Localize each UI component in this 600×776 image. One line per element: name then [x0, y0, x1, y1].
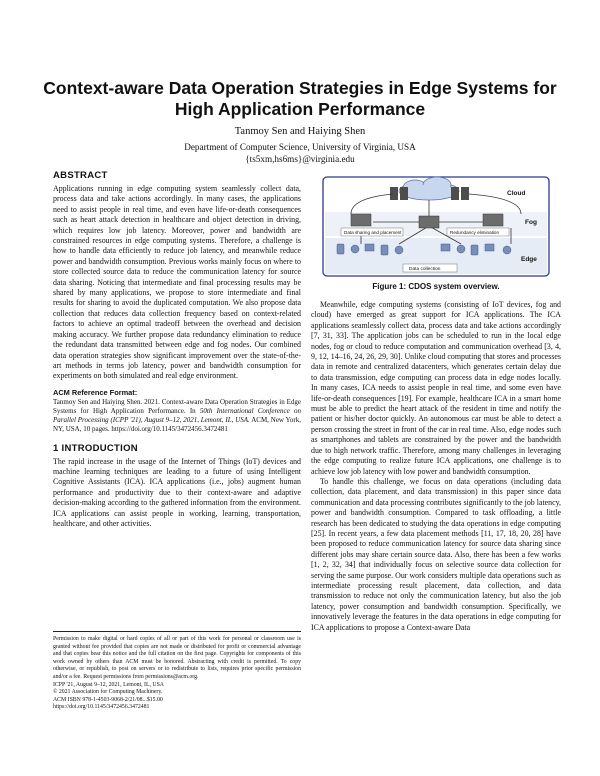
acm-reference-heading: ACM Reference Format:: [53, 387, 138, 397]
acm-reference-part1: Tanmoy Sen and Haiying Shen. 2021. Context-aware Data Operation Strategies in Edge Systems for High Application Performance. In: [53, 397, 301, 415]
permission-text: Permission to make digital or hard copies of all or part of this work for personal or classroom use is granted without fee provided that copies are not made or distributed for profit or commercial advantage and that copies bear this notice and the full citation on the first page. Copyrights for components of this work owned by others than ACM must be honored. Abstracting with credit is permitted. To copy otherwise, or republish, to post on servers or to redistribute to lists, requires prior specific permission and/or a fee. Request permissions from permissions@acm.org.: [53, 636, 301, 680]
sharing-label: Data sharing and placement: [344, 230, 402, 235]
copyright-footnote: [53, 631, 301, 712]
figure-caption: Figure 1: CDOS system overview.: [372, 282, 500, 291]
introduction-heading: 1 INTRODUCTION: [53, 442, 138, 454]
author-affiliation: [0, 141, 600, 165]
affiliation-line: Department of Computer Science, University of Virginia, USA: [184, 142, 416, 152]
abstract-text: Applications running in edge computing system seamlessly collect data, process data and take actions accordingly. In many cases, the applications need to assist people in real time, and even have life-or-death consequences such as heart attack detection in healthcare and object detection in driving, which requires low job latency. Moreover, power and bandwidth are constrained resources in edge computing systems. Therefore, a challenge is how to handle data efficiently to reduce job latency, and meanwhile reduce power and bandwidth consumption. Previous works mainly focus on where to store collected source data to reduce the communication latency for source data sharing. Noticing that intermediate and final processing results may be shared by many applications, we propose to store intermediate and final results for sharing to avoid the duplicated computation. We also propose data collection that reduces data collection frequency based on context-related factors to achieve an optimal tradeoff between the overhead and decision making accuracy. We further propose data redundancy elimination to reduce the redundant data transmitted between edge and fog nodes. Our combined data operation strategies show significant improvement over the state-of-the-art methods in terms job latency, power and bandwidth consumption for experiments on both simulated and real edge environment.: [53, 184, 301, 381]
footnote-doi: https://doi.org/10.1145/3472456.3472481: [53, 704, 150, 711]
redundancy-label: Redundancy elimination: [450, 230, 500, 235]
footnote-isbn: ACM ISBN 978-1-4503-9068-2/21/08...$15.00: [53, 696, 163, 703]
acm-reference-text: [53, 398, 301, 435]
acm-reference-part2: ACM, New York, NY, USA, 10 pages. https://doi.org/10.1145/3472456.3472481: [53, 416, 301, 434]
collection-label: Data collection: [409, 267, 441, 272]
edge-label: Edge: [521, 256, 537, 263]
fog-label: Fog: [525, 219, 537, 226]
author-email: {ts5xm,hs6ms}@virginia.edu: [245, 154, 355, 164]
paper-title: Context-aware Data Operation Strategies in Edge Systems for High Application Performance: [43, 78, 557, 119]
cdos-diagram: [311, 176, 561, 278]
introduction-para-2: Meanwhile, edge computing systems (consisting of IoT devices, fog and cloud) have emerged as great support for ICA applications. The ICA applications seamlessly collect data, process data and take actions accordingly [7, 31, 33]. The application jobs can be scheduled to run in the local edge nodes, fog or cloud to reduce computation and communication overhead [3, 4, 9, 12, 14–16, 24, 26, 29, 30]. Unlike cloud computing that stores and processes data in remote and centralized datacenters, which generates certain delay due to data transmission, edge computing can process data in edge nodes locally. In many cases, ICA needs to assist people in real time, and some even have life-or-death consequences [19]. For example, healthcare ICA in a smart home must be able to predict the heart attack of the resident in time and notify the patient or his/her doctor quickly. An autonomous car must be able to detect a person crossing the street in front of the car in real time. Also, edge nodes such as smartphones and tablets are constrained by the power and the bandwidth due to high network traffic. Therefore, among many challenges in leveraging the edge computing to realize future ICA applications, one challenge is to achieve low job latency with low power and bandwidth consumption.: [311, 300, 561, 476]
introduction-para-3: To handle this challenge, we focus on data operations (including data collection, data placement, and data transmission) in this paper since data communication and data processing contributes significantly to the job latency, power and bandwidth consumption. Compared to task offloading, a little research has been dedicated to studying the data operations in edge computing [25]. In recent years, a few data placement methods [11, 17, 18, 20, 28] have been proposed to reduce communication latency for source data sharing since different jobs may share certain source data. Also, there has been a few works [1, 2, 32, 34] that individually focus on selective source data collection for serving the same purpose. Our work considers multiple data operations such as intermediate processing result placement, data collection, and data transmission to reduce not only the communication latency, but also the job latency, power consumption and bandwidth consumption. Specifically, we innovatively leverage the features in the data operations in edge computing for ICA applications to propose a Context-aware Data: [311, 476, 561, 632]
abstract-heading: ABSTRACT: [53, 170, 108, 181]
footnote-venue: ICPP '21, August 9–12, 2021, Lemont, IL, USA: [53, 681, 164, 688]
introduction-para-1: The rapid increase in the usage of the Internet of Things (IoT) devices and machine learning techniques are leading to a future of using Intelligent Cognitive Assistants (ICA). ICA applications (i.e., jobs) augment human performance and productivity due to their context-aware and adaptive decision-making according to the gathered information from the environment. ICA applications can assist people in working, learning, transportation, healthcare, and other activities.: [53, 456, 301, 528]
footnote-copyright: © 2021 Association for Computing Machinery.: [53, 689, 163, 696]
cloud-label: Cloud: [507, 190, 526, 197]
right-column: [311, 176, 561, 633]
cdos-figure: [311, 176, 561, 278]
acm-reference-venue: 50th International Conference on Parallel Processing (ICPP '21), August 9–12, 2021, Lemont, IL, USA.: [53, 406, 301, 425]
paper-authors: Tanmoy Sen and Haiying Shen: [234, 126, 366, 137]
left-column: [53, 170, 301, 529]
